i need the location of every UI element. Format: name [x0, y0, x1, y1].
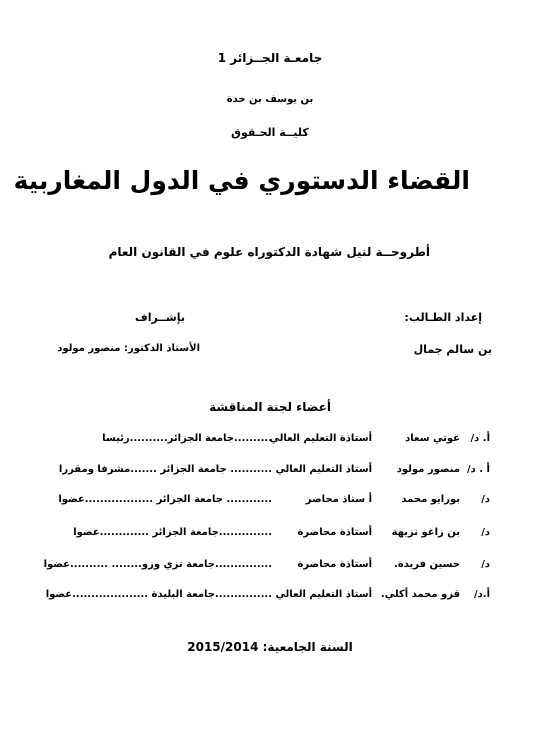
member-rank: أستاذة التعليم العالي [269, 433, 372, 444]
member-rank: أستاذ التعليم العالي [275, 464, 372, 475]
institute-name: بن يوسف بن خدة [226, 94, 314, 105]
academic-year: السنة الجامعية: 2015/2014 [187, 640, 353, 654]
supervision-label: بإشــراف [135, 311, 185, 324]
member-rank: أ ستاذ محاضر [305, 494, 372, 505]
supervisor-name: الأستاذ الدكتور: منصور مولود [57, 343, 200, 354]
member-name: قزو محمد أكلي. [380, 589, 460, 600]
committee-member-row [0, 559, 540, 575]
member-name: بن زاغو نزيهة [391, 527, 460, 538]
member-institution-role: ...............جامعة البليدة ....................عضوا [45, 589, 272, 600]
member-institution-role: ..............جامعة الجزائر .............عضوا [73, 527, 272, 538]
committee-member-row [0, 464, 540, 480]
member-rank: أستاذ التعليم العالي [275, 589, 372, 600]
member-institution-role: ............ جامعة الجزائر ..................عضوا [58, 494, 272, 505]
thesis-title: القضاء الدستوري في الدول المغاربية [13, 166, 470, 195]
member-institution-role: ..........جامعة الجزائر..........رئيسا [102, 433, 272, 444]
committee-member-row [0, 494, 540, 510]
member-title: د/ [481, 527, 490, 538]
member-name: حسين فريدة. [394, 559, 460, 570]
committee-member-row [0, 589, 540, 605]
committee-member-row [0, 433, 540, 449]
member-rank: أستاذة محاضرة [297, 559, 372, 570]
member-institution-role: ...............جامعة تزي وزو........ ..........عضوا [43, 559, 272, 570]
committee-member-row [0, 527, 540, 543]
faculty-name: كليــة الحـقوق [231, 126, 309, 139]
member-rank: أستاذة محاضرة [297, 527, 372, 538]
student-name: بن سالم جمال [413, 343, 492, 356]
member-name: منصور مولود [396, 464, 460, 475]
member-title: أ . د/ [467, 464, 490, 475]
member-name: غوتي سعاد [405, 433, 460, 444]
member-institution-role: ........... جامعة الجزائر .......مشرفا ومقررا [58, 464, 272, 475]
member-title: د/ [481, 559, 490, 570]
university-name: جامعـة الجــزائر 1 [217, 51, 323, 65]
member-name: بورايو محمد [401, 494, 460, 505]
thesis-subtitle: أطروحــة لنيل شهادة الدكتوراه علوم في القانون العام [108, 245, 430, 259]
committee-heading: أعضاء لجنة المناقشة [209, 400, 331, 414]
prepared-by-label: إعداد الطـالب: [404, 311, 482, 324]
member-title: أ.د/ [473, 589, 490, 600]
member-title: أ. د/ [470, 433, 490, 444]
member-title: د/ [481, 494, 490, 505]
